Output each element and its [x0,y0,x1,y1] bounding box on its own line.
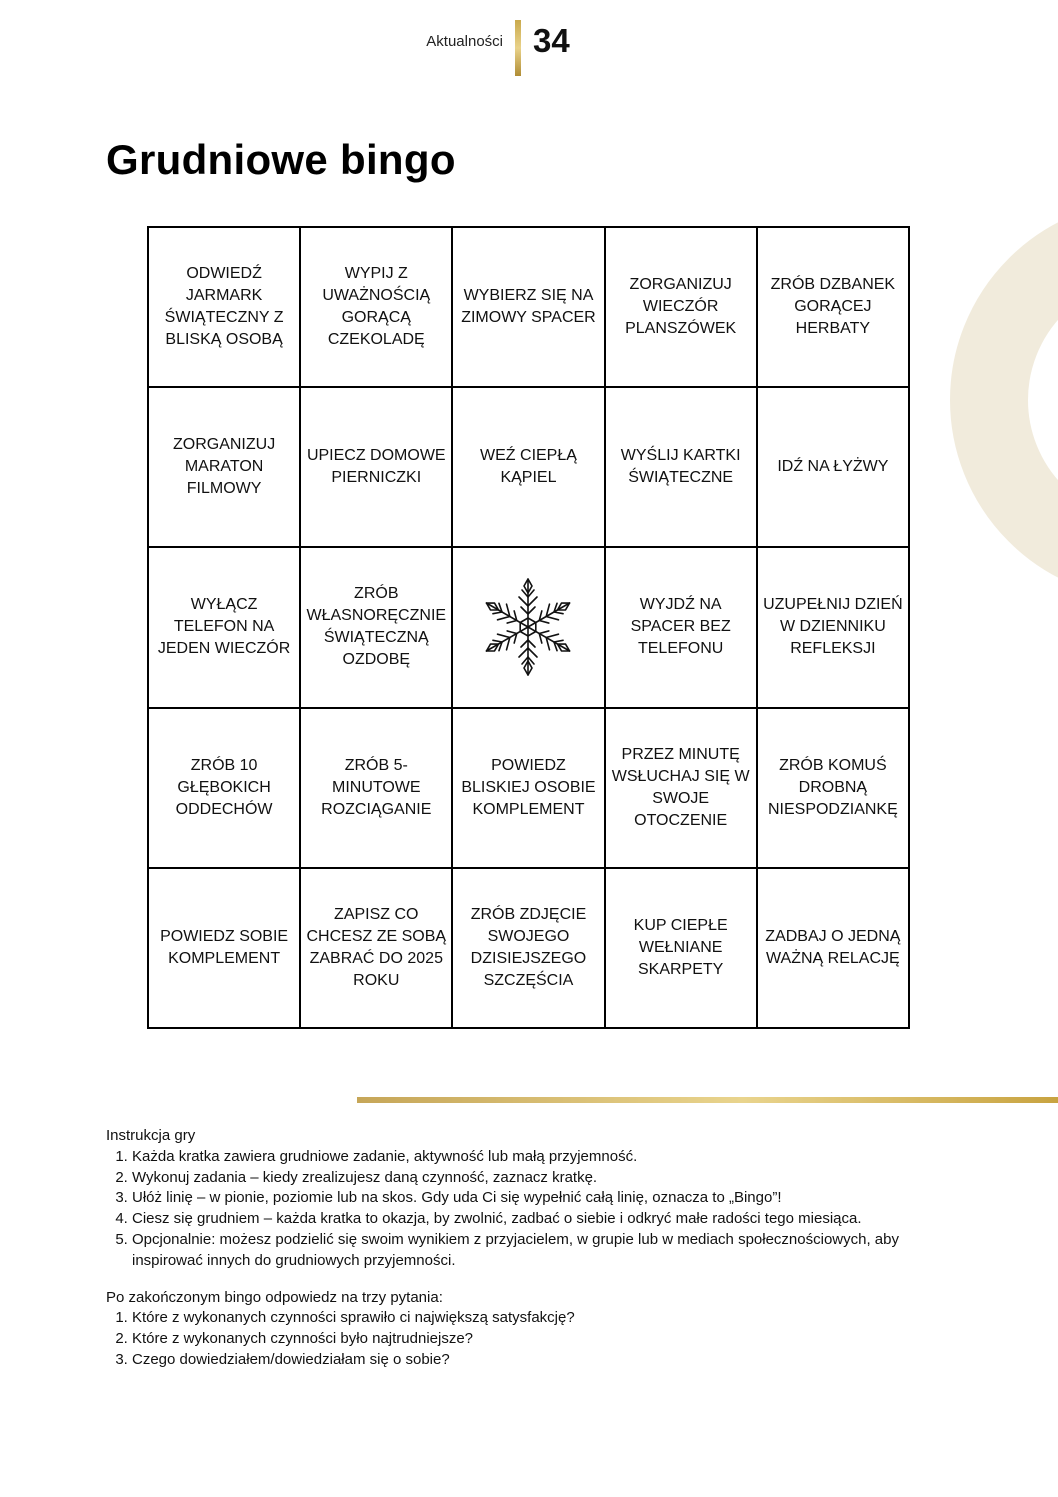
bingo-cell[interactable] [757,708,909,868]
instructions-section [106,1126,926,1371]
bingo-cell-label: ZAPISZ CO CHCESZ ZE SOBĄ ZABRAĆ DO 2025 ROKU [306,905,447,989]
bingo-cell-label: POWIEDZ BLISKIEJ OSOBIE KOMPLEMENT [461,756,596,818]
page-number: 34 [533,22,570,59]
bingo-cell-label: UZUPEŁNIJ DZIEŃ W DZIENNIKU REFLEKSJI [763,596,903,658]
bingo-cell-label: KUP CIEPŁE WEŁNIANE SKARPETY [633,916,728,978]
bingo-cell-label: ZORGANIZUJ WIECZÓR PLANSZÓWEK [625,276,737,338]
questions-list [106,1308,926,1370]
bingo-cell-label: WYJDŹ NA SPACER BEZ TELEFONU [630,596,731,658]
bingo-cell[interactable] [605,387,757,547]
questions-heading: Po zakończonym bingo odpowiedz na trzy pytania: [106,1288,443,1306]
instruction-item: 2. Wykonuj zadania – kiedy zrealizujesz daną czynność, zaznacz kratkę. [132,1168,926,1189]
page-header [0,20,1058,76]
bingo-cell[interactable] [605,868,757,1028]
bingo-cell[interactable] [300,227,452,387]
question-item: 1. Które z wykonanych czynności sprawiło ci największą satysfakcję? [132,1308,926,1329]
instruction-item: 1. Każda kratka zawiera grudniowe zadanie, aktywność lub małą przyjemność. [132,1147,926,1168]
gold-divider [357,1097,1058,1103]
bingo-cell-label: WYBIERZ SIĘ NA ZIMOWY SPACER [461,287,596,327]
bingo-cell[interactable] [605,547,757,707]
bingo-cell-label: ZORGANIZUJ MARATON FILMOWY [172,436,276,498]
bingo-cell[interactable] [300,547,452,707]
bingo-cell[interactable] [300,708,452,868]
decorative-ring [950,200,1058,600]
bingo-cell[interactable] [148,868,300,1028]
bingo-cell-label: ZRÓB DZBANEK GORĄCEJ HERBATY [770,276,896,338]
bingo-row [148,547,909,707]
bingo-cell-label: WYPIJ Z UWAŻNOŚCIĄ GORĄCĄ CZEKOLADĘ [322,265,431,349]
bingo-cell-label: ZADBAJ O JEDNĄ WAŻNĄ RELACJĘ [765,927,901,967]
instruction-item: 4. Ciesz się grudniem – każda kratka to okazja, by zwolnić, zadbać o siebie i odkryć małe radości tego miesiąca. [132,1209,926,1230]
bingo-cell-label: POWIEDZ SOBIE KOMPLEMENT [160,927,289,967]
page-title: Grudniowe bingo [106,136,456,183]
question-item: 2. Które z wykonanych czynności było najtrudniejsze? [132,1329,926,1350]
bingo-cell[interactable] [300,868,452,1028]
instruction-item: 3. Ułóż linię – w pionie, poziomie lub na skos. Gdy uda Ci się wypełnić całą linię, oznacza to „Bingo”! [132,1188,926,1209]
bingo-row [148,708,909,868]
instructions-list [106,1147,926,1272]
bingo-row [148,387,909,547]
bingo-cell-label: ZRÓB WŁASNORĘCZNIE ŚWIĄTECZNĄ OZDOBĘ [306,585,447,669]
bingo-row [148,227,909,387]
bingo-cell[interactable] [148,708,300,868]
bingo-cell[interactable] [148,227,300,387]
question-item: 3. Czego dowiedziałem/dowiedziałam się o sobie? [132,1350,926,1371]
bingo-cell[interactable] [452,387,604,547]
bingo-cell[interactable] [605,708,757,868]
bingo-cell-label: WYŁĄCZ TELEFON NA JEDEN WIECZÓR [157,596,291,658]
bingo-cell-label: UPIECZ DOMOWE PIERNICZKI [306,447,446,487]
bingo-cell-label: ZRÓB ZDJĘCIE SWOJEGO DZISIEJSZEGO SZCZĘŚCIA [470,905,587,989]
bingo-cell[interactable] [757,387,909,547]
bingo-cell-center [452,547,604,707]
bingo-cell-label: ZRÓB 5-MINUTOWE ROZCIĄGANIE [321,756,432,818]
bingo-cell-label: WYŚLIJ KARTKI ŚWIĄTECZNE [620,447,741,487]
bingo-cell[interactable] [148,387,300,547]
bingo-cell[interactable] [757,547,909,707]
bingo-cell-label: ODWIEDŹ JARMARK ŚWIĄTECZNY Z BLISKĄ OSOBĄ [164,265,284,349]
bingo-cell-label: ZRÓB 10 GŁĘBOKICH ODDECHÓW [175,756,273,818]
header-gold-bar [515,20,521,76]
bingo-row [148,868,909,1028]
bingo-cell[interactable] [148,547,300,707]
bingo-cell-label: IDŹ NA ŁYŻWY [777,458,889,476]
instructions-heading: Instrukcja gry [106,1127,196,1144]
bingo-cell[interactable] [452,868,604,1028]
bingo-grid [147,226,910,1029]
bingo-cell[interactable] [452,227,604,387]
bingo-cell-label: PRZEZ MINUTĘ WSŁUCHAJ SIĘ W SWOJE OTOCZENIE [611,745,750,829]
bingo-cell[interactable] [605,227,757,387]
instruction-item: 5. Opcjonalnie: możesz podzielić się swoim wynikiem z przyjacielem, w grupie lub w mediach społecznościowych, aby inspirować innych do grudniowych przyjemności. [132,1230,926,1272]
snowflake-icon [473,572,583,682]
bingo-cell[interactable] [300,387,452,547]
bingo-cell-label: ZRÓB KOMUŚ DROBNĄ NIESPODZIANKĘ [767,756,898,818]
section-label: Aktualności [426,33,503,50]
bingo-cell[interactable] [757,227,909,387]
bingo-cell-label: WEŹ CIEPŁĄ KĄPIEL [480,447,577,487]
bingo-cell[interactable] [757,868,909,1028]
bingo-cell[interactable] [452,708,604,868]
